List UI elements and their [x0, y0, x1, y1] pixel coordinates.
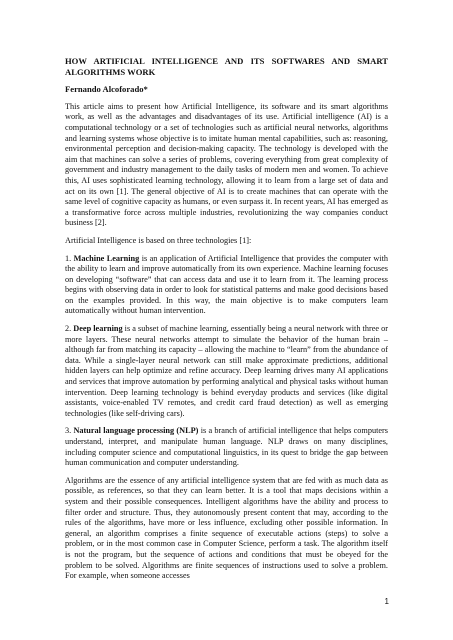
document-author: Fernando Alcoforado*: [65, 84, 148, 95]
based-on-paragraph: Artificial Intelligence is based on three technologies [1]:: [65, 235, 252, 245]
item-number: 3.: [65, 426, 74, 436]
item-text: is a branch of artificial intelligence that helps computers understand, interpret, and manipulate human language. NLP draws on many disciplines, including computer science and computational linguistics, in its quest to bridge the gap between human communication and computer understanding.: [65, 426, 388, 468]
item-text: is a subset of machine learning, essentially being a neural network with three or more layers. These neural networks attempt to simulate the behavior of the human brain – although far from matching its capacity – allowing the machine to “learn” from the abundance of data. While a single-layer neural network can still make approximate predictions, additional hidden layers can help optimize and refine accuracy. Deep learning drives many AI applications and services that improve automation by performing analytical and physical tasks without human intervention. Deep learning technology is behind everyday products and services (like digital assistants, voice-enabled TV remotes, and credit card fraud detection) as well as emerging technologies (like self-driving cars).: [65, 324, 388, 418]
document-title: HOW ARTIFICIAL INTELLIGENCE AND ITS SOFTWARES AND SMART ALGORITHMS WORK: [65, 56, 388, 77]
item-term: Machine Learning: [73, 253, 140, 263]
item-term: Natural language processing (NLP): [73, 426, 199, 436]
item-machine-learning: [65, 254, 388, 318]
item-number: 2.: [65, 324, 74, 334]
item-number: 1.: [65, 253, 74, 263]
item-text: is an application of Artificial Intelligence that provides the computer with the ability to learn and improve automatically from its own experience. Machine learning focuses on developing “software” that can access data and use it to learn from it. The learning process begins with observing data in order to look for statistical patterns and make good decisions based on the examples provided. In this way, the main objective is to make computers learn automatically without human intervention.: [65, 253, 389, 316]
item-deep-learning: [65, 324, 388, 419]
item-nlp: [65, 426, 388, 468]
algorithms-paragraph: Algorithms are the essence of any artificial intelligence system that are fed with as much data as possible, as references, so that they can learn better. It is a tool that maps decisions within a system and their possible consequences. Intelligent algorithms have the ability and process to filter order and structure. Thus, they autonomously present content that may, according to the rules of the algorithms, have more or less influence, excluding other possible information. In general, an algorithm comprises a finite sequence of executable actions (steps) to solve a problem, or in the most common case in Computer Science, perform a task. The algorithm itself is not the program, but the sequence of actions and conditions that must be obeyed for the problem to be solved. Algorithms are finite sequences of instructions used to solve a problem. For example, when someone accesses: [65, 475, 388, 581]
page-number: 1: [384, 597, 389, 606]
intro-paragraph: This article aims to present how Artificial Intelligence, its software and its smart algorithms work, as well as the advantages and disadvantages of its use. Artificial intelligence (AI) is a computational technology or a set of technologies such as artificial neural networks, algorithms and learning systems whose objective is to imitate human mental capabilities, such as: reasoning, environmental perception and decision-making capacity. The technology is developed with the aim that machines can solve a series of problems, covering everything from great complexity of government and industry management to the daily tasks of modern men and women. To achieve this, AI uses sophisticated learning technology, allowing it to learn from a large set of data and act on its own [1]. The general objective of AI is to create machines that can operate with the same level of cognitive capacity as humans, or even surpass it. In recent years, AI has emerged as a transformative force across multiple industries, revolutionizing the way companies conduct business [2].: [65, 101, 388, 228]
item-term: Deep learning: [73, 324, 123, 334]
